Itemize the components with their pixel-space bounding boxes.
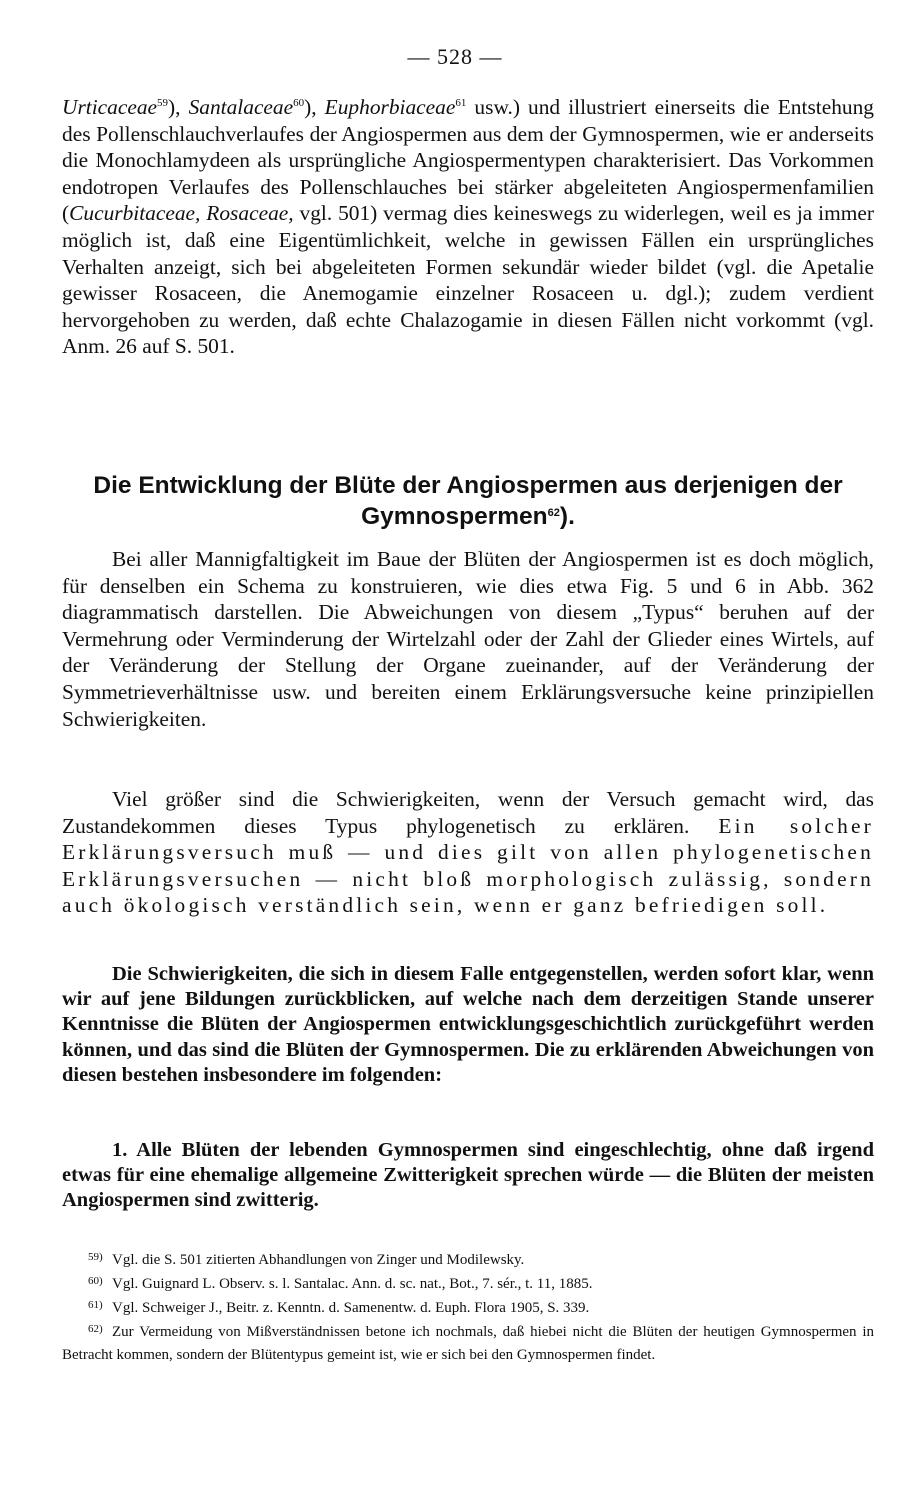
footnote-60 <box>62 1270 874 1296</box>
intro-text: ), <box>168 95 189 119</box>
footnote-59 <box>62 1246 874 1272</box>
list-item-1-text: 1. Alle Blüten der lebenden Gymnospermen sind eingeschlechtig, ohne daß irgend etwas für eine ehemalige allgemeine Zwitterigkeit sprechen würde — die Blüten der meisten Angiospermen sind zwitterig. <box>62 1139 874 1212</box>
footnote-text: Vgl. die S. 501 zitierten Abhandlungen von Zinger und Modilewsky. <box>112 1252 525 1268</box>
footnote-number: 62) <box>88 1323 103 1335</box>
taxa-cucurbitaceae-rosaceae: Cucurbitaceae, Rosaceae, <box>69 201 294 226</box>
footnote-number: 60) <box>88 1275 103 1287</box>
taxon-santalaceae: Santalaceae <box>188 95 294 119</box>
section-heading-suffix: ). <box>559 503 575 530</box>
paragraph-1 <box>62 546 874 732</box>
footnote-61 <box>62 1294 874 1320</box>
paragraph-3-text: Die Schwierigkeiten, die sich in diesem Falle entgegenstellen, werden sofort klar, wenn wir auf jene Bildungen zurückblicken, auf welche nach dem derzeitigen Stande unserer Kenntnisse die Blüten der Angiospermen entwicklungsgeschichtlich zurückgeführt werden können, und das sind die Blüten der Gymnospermen. Die zu erklärenden Abweichungen von diesen bestehen insbesondere im folgenden: <box>62 963 874 1086</box>
taxon-urticaceae: Urticaceae <box>62 95 158 119</box>
section-heading <box>62 470 874 532</box>
paragraph-2-spaced-text: Ein solcher Erklärungsversuch muß — und dies gilt von allen phylogenetischen Erklärungsversuchen — nicht bloß morphologisch zulässig, sondern auch ökologisch verständlich sein, wenn er ganz befriedigen soll. <box>62 813 874 918</box>
intro-paragraph <box>62 94 874 360</box>
footnote-ref-62[interactable]: 62 <box>547 507 560 519</box>
paragraph-3 <box>62 962 874 1088</box>
paragraph-1-text: Bei aller Mannigfaltigkeit im Baue der Blüten der Angiospermen ist es doch möglich, für denselben ein Schema zu konstruieren, wie dies etwa Fig. 5 und 6 in Abb. 362 diagrammatisch darstellen. Die Abweichungen von diesem „Typus“ beruhen auf der Vermehrung oder Verminderung der Wirtelzahl oder der Zahl der Glieder eines Wirtels, auf der Veränderung der Stellung der Organe zueinander, auf der Veränderung der Symmetrieverhältnisse usw. und bereiten einem Erklärungsversuche keine prinzipiellen Schwierigkeiten. <box>62 547 874 731</box>
footnote-text: Zur Vermeidung von Mißverständnissen betone ich nochmals, daß hiebei nicht die Blüten der heutigen Gymnospermen in Betracht kommen, sondern der Blütentypus gemeint ist, wie er sich bei den Gymnospermen findet. <box>62 1324 874 1363</box>
footnote-ref-59[interactable]: 59 <box>157 97 169 109</box>
footnote-62 <box>62 1318 874 1366</box>
footnote-text: Vgl. Guignard L. Observ. s. l. Santalac. Ann. d. sc. nat., Bot., 7. sér., t. 11, 1885. <box>112 1276 593 1292</box>
footnote-ref-61[interactable]: 61 <box>455 97 467 109</box>
footnote-number: 61) <box>88 1299 103 1311</box>
intro-text: ), <box>304 95 325 119</box>
section-heading-text: Die Entwicklung der Blüte der Angiospermen aus derjenigen der Gymnospermen <box>93 472 843 530</box>
footnote-number: 59) <box>88 1251 103 1263</box>
list-item-1 <box>62 1138 874 1214</box>
page-number: — 528 — <box>407 44 503 69</box>
intro-text: vgl. 501) vermag dies keineswegs zu widerlegen, weil es ja immer möglich ist, daß eine Eigentümlichkeit, welche in gewissen Fällen ein ursprüngliches Verhalten anzeigt, sich bei abgeleiteten Formen sekundär wieder bildet (vgl. die Apetalie gewisser Rosaceen, die Anemogamie einzelner Rosaceen u. dgl.); zudem verdient hervorgehoben zu werden, daß echte Chalazogamie in diesen Fällen nicht vorkommt (vgl. Anm. 26 auf S. 501. <box>62 201 874 359</box>
footnote-text: Vgl. Schweiger J., Beitr. z. Kenntn. d. Samenentw. d. Euph. Flora 1905, S. 339. <box>112 1300 590 1316</box>
paragraph-2-text: Viel größer sind die Schwierigkeiten, wenn der Versuch gemacht wird, das Zustandekommen dieses Typus phylogenetisch zu erklären. <box>62 787 874 838</box>
paragraph-2 <box>62 786 874 919</box>
footnote-ref-60[interactable]: 60 <box>293 97 305 109</box>
intro-text: usw.) und illustriert einerseits die Entstehung des Pollenschlauchverlaufes der Angiospermen aus dem der Gymnospermen, wie er anderseits die Monochlamydeen als ursprüngliche Angiospermentypen charakterisiert. Das Vorkommen endotropen Verlaufes des Pollenschlauches bei stärker abgeleiteten Angiospermenfamilien ( <box>62 95 874 226</box>
taxon-euphorbiaceae: Euphorbiaceae <box>324 95 456 119</box>
